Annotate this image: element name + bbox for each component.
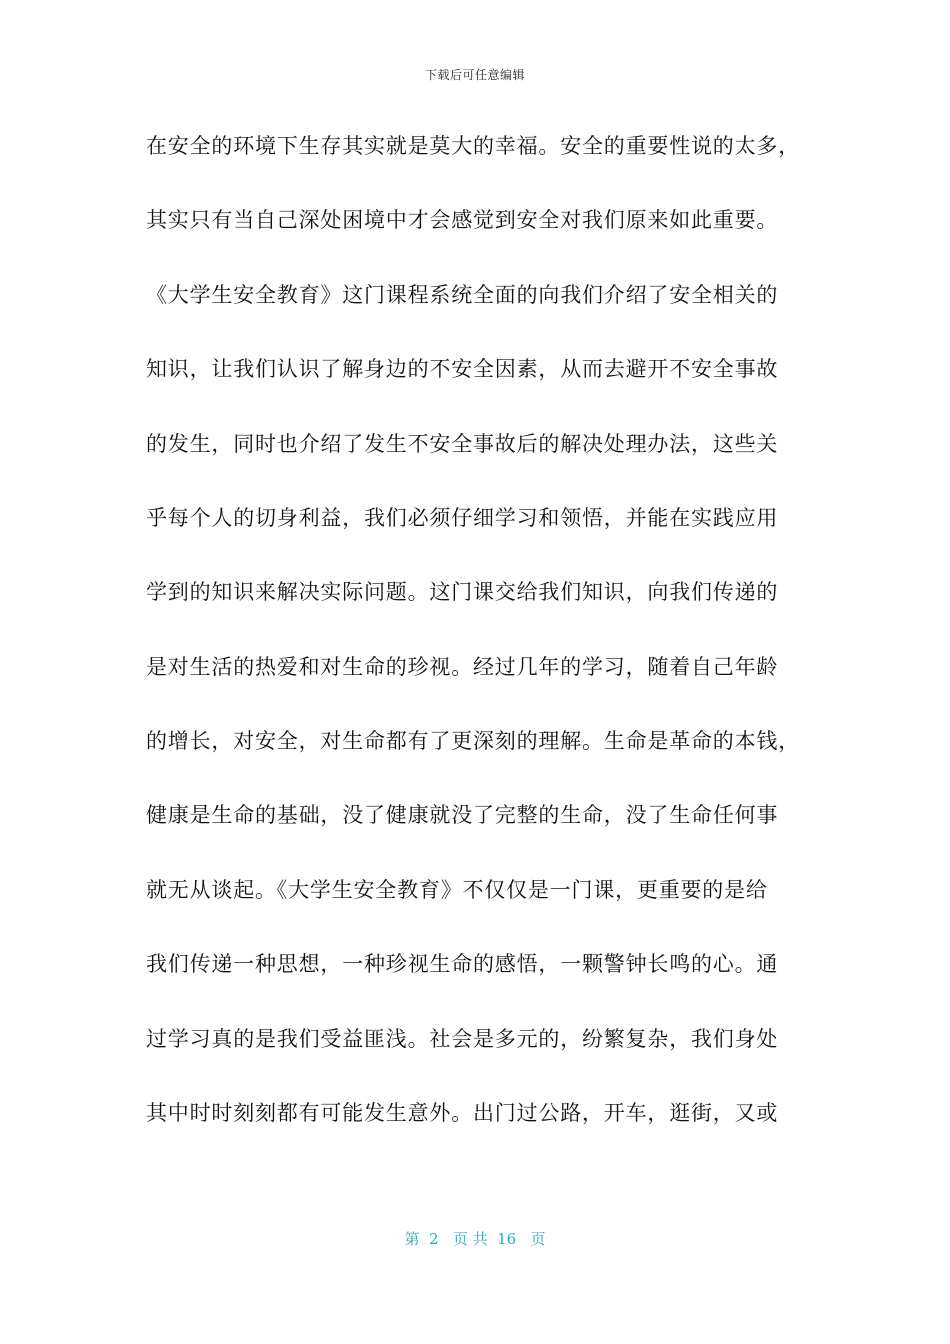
text-line: 的发生，同时也介绍了发生不安全事故后的解决处理办法，这些关 [146, 431, 779, 456]
text-line: 乎每个人的切身利益，我们必须仔细学习和领悟，并能在实践应用 [146, 505, 779, 530]
text-line: 其中时时刻刻都有可能发生意外。出门过公路，开车，逛街，又或 [146, 1100, 779, 1125]
header-note: 下载后可任意编辑 [424, 68, 525, 82]
text-line: 健康是生命的基础，没了健康就没了完整的生命，没了生命任何事 [146, 803, 779, 828]
text-line: 知识，让我们认识了解身边的不安全因素，从而去避开不安全事故 [146, 357, 779, 382]
page-number-footer: 第 2 页 共 16 页 [404, 1230, 546, 1248]
text-line: 的增长，对安全，对生命都有了更深刻的理解。生命是革命的本钱， [146, 729, 800, 753]
text-line: 其实只有当自己深处困境中才会感觉到安全对我们原来如此重要。 [146, 208, 779, 233]
document-body [146, 128, 826, 1169]
text-line: 过学习真的是我们受益匪浅。社会是多元的，纷繁复杂，我们身处 [146, 1026, 779, 1051]
text-line: 就无从谈起。《大学生安全教育》不仅仅是一门课，更重要的是给 [146, 877, 768, 902]
text-line: 《大学生安全教育》这门课程系统全面的向我们介绍了安全相关的 [146, 282, 779, 307]
text-line: 我们传递一种思想，一种珍视生命的感悟，一颗警钟长鸣的心。通 [146, 952, 779, 977]
text-line: 是对生活的热爱和对生命的珍视。经过几年的学习，随着自己年龄 [146, 654, 779, 679]
text-line: 学到的知识来解决实际问题。这门课交给我们知识，向我们传递的 [146, 580, 779, 605]
text-line: 在安全的环境下生存其实就是莫大的幸福。安全的重要性说的太多， [146, 134, 800, 158]
